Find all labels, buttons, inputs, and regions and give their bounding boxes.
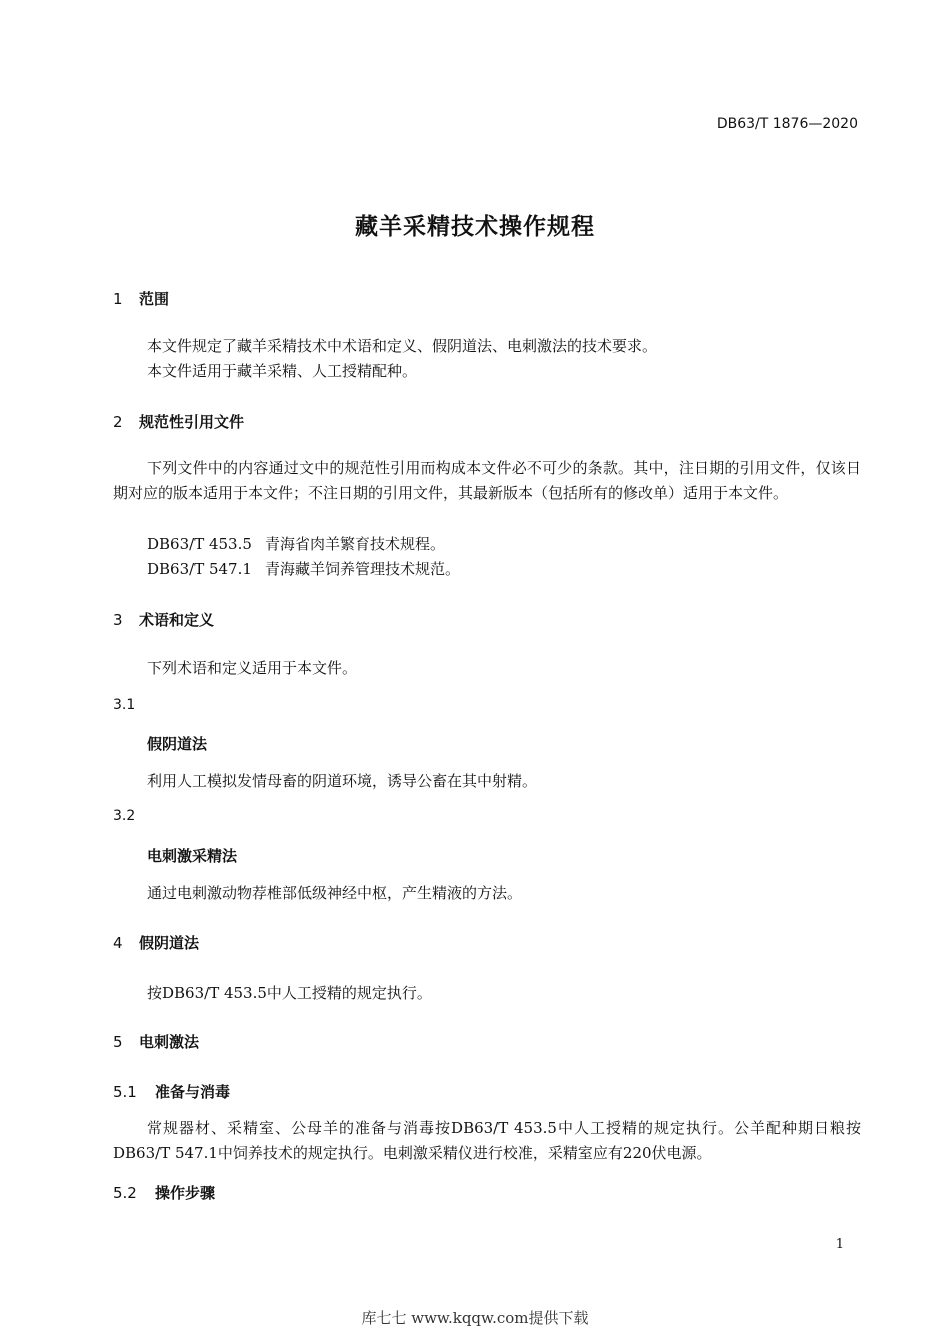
paragraph: 常规器材、采精室、公母羊的准备与消毒按DB63/T 453.5中人工授精的规定执行。公羊配种期日粮按DB63/T 547.1中饲养技术的规定执行。电刺激采精仪进行校准，采精室应有220伏电源。 [113, 1119, 861, 1162]
footer-download-note: 库七七 www.kqqw.com提供下载 [361, 1309, 589, 1327]
term-definition: 利用人工模拟发情母畜的阴道环境，诱导公畜在其中射精。 [147, 772, 538, 790]
paragraph: 本文件规定了藏羊采精技术中术语和定义、假阴道法、电刺激法的技术要求。 [147, 337, 658, 355]
reference-title: 青海省肉羊繁育技术规程。 [265, 535, 446, 553]
section-number: 5 [113, 1033, 123, 1051]
subsection-5-2-heading [113, 1182, 215, 1203]
term-title: 电刺激采精法 [147, 847, 238, 865]
section-2-heading [113, 411, 244, 432]
reference-code: DB63/T 453.5 [147, 535, 252, 553]
section-title: 假阴道法 [139, 934, 200, 952]
section-title: 范围 [139, 290, 170, 308]
section-number: 4 [113, 934, 123, 952]
subsection-title: 准备与消毒 [155, 1083, 231, 1101]
section-number: 1 [113, 290, 123, 308]
subsection-number: 5.1 [113, 1083, 137, 1101]
section-number: 2 [113, 413, 123, 431]
section-title: 电刺激法 [139, 1033, 200, 1051]
paragraph: 本文件适用于藏羊采精、人工授精配种。 [147, 362, 418, 380]
section-3-heading [113, 609, 214, 630]
paragraph: 下列文件中的内容通过文中的规范性引用而构成本文件必不可少的条款。其中，注日期的引用文件，仅该日期对应的版本适用于本文件；不注日期的引用文件，其最新版本（包括所有的修改单）适用于本文件。 [113, 459, 861, 502]
reference-code: DB63/T 547.1 [147, 560, 252, 578]
term-number: 3.1 [113, 697, 136, 713]
document-code: DB63/T 1876—2020 [716, 116, 858, 132]
reference-title: 青海藏羊饲养管理技术规范。 [265, 560, 461, 578]
subsection-number: 5.2 [113, 1184, 137, 1202]
term-title: 假阴道法 [147, 735, 208, 753]
page-number: 1 [835, 1237, 844, 1252]
paragraph: 按DB63/T 453.5中人工授精的规定执行。 [147, 984, 432, 1002]
section-1-heading [113, 288, 169, 309]
section-number: 3 [113, 611, 123, 629]
subsection-5-1-heading [113, 1081, 230, 1102]
page-title: 藏羊采精技术操作规程 [355, 214, 595, 240]
paragraph: 下列术语和定义适用于本文件。 [147, 659, 358, 677]
reference-item [147, 533, 445, 554]
section-title: 术语和定义 [139, 611, 215, 629]
reference-item [147, 558, 460, 579]
term-number: 3.2 [113, 808, 136, 824]
subsection-title: 操作步骤 [155, 1184, 216, 1202]
section-4-heading [113, 932, 199, 953]
section-5-heading [113, 1031, 199, 1052]
term-definition: 通过电刺激动物荐椎部低级神经中枢，产生精液的方法。 [147, 884, 523, 902]
section-title: 规范性引用文件 [139, 413, 245, 431]
